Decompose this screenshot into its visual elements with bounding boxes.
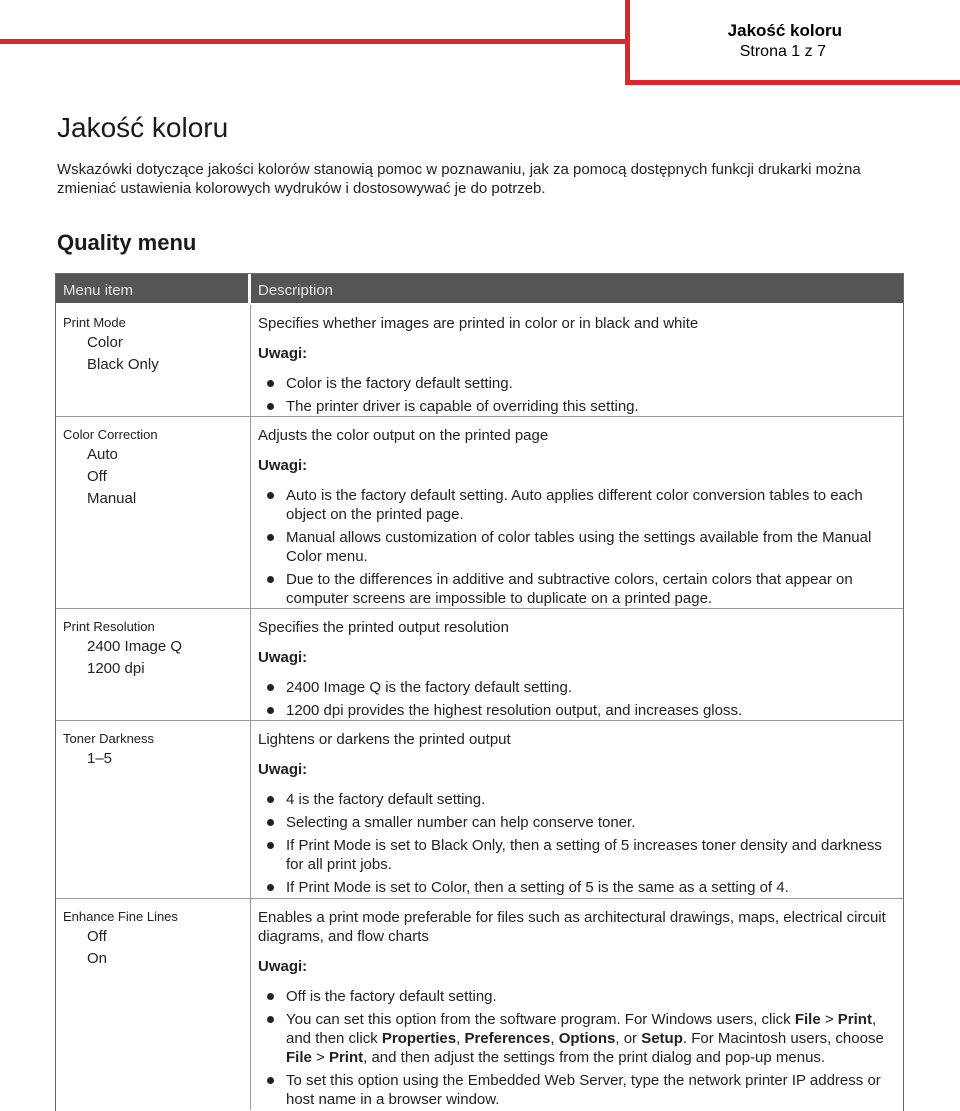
list-item: [258, 701, 895, 720]
notes-list: [258, 790, 895, 897]
menu-item-cell: [56, 417, 251, 608]
description-text: Adjusts the color output on the printed page: [258, 427, 549, 444]
menu-item-cell: [56, 305, 251, 416]
menu-option: Auto: [87, 446, 118, 463]
bullet-icon: [267, 819, 274, 826]
section-title: Quality menu: [57, 230, 197, 255]
notes-label: Uwagi:: [258, 457, 308, 474]
bullet-icon: [267, 403, 274, 410]
bullet-icon: [267, 796, 274, 803]
header-menu-item: Menu item: [56, 274, 251, 303]
description-text: Enables a print mode preferable for files such as architectural drawings, maps, electrical circuit diagrams, and flow charts: [258, 909, 886, 945]
list-item: [258, 813, 895, 832]
table-row: [56, 899, 903, 1110]
list-item: [258, 570, 895, 608]
menu-item-cell: [56, 721, 251, 898]
menu-option: 2400 Image Q: [87, 638, 183, 655]
bullet-icon: [267, 576, 274, 583]
bullet-icon: [267, 534, 274, 541]
list-item: [258, 1010, 895, 1067]
page-number: Strona 1 z 7: [739, 43, 826, 60]
bullet-icon: [267, 1077, 274, 1084]
notes-list: [258, 678, 895, 720]
bullet-icon: [267, 492, 274, 499]
menu-option: 1200 dpi: [87, 660, 145, 677]
menu-option: Manual: [87, 490, 137, 507]
bullet-text: Auto is the factory default setting. Auto applies different color conversion tables to each object on the printed page.: [286, 487, 863, 523]
notes-label: Uwagi:: [258, 345, 308, 362]
bullet-text: 2400 Image Q is the factory default setting.: [286, 679, 572, 696]
list-item: [258, 836, 895, 874]
bullet-icon: [267, 993, 274, 1000]
list-item: [258, 486, 895, 524]
bullet-text: You can set this option from the software program. For Windows users, click File > Print, and then click Properties, Preferences, Options, or Setup. For Macintosh users, choose File > Print, and then adjust the settings from the print dialog and pop-up menus.: [286, 1011, 884, 1066]
description-cell: [251, 899, 903, 1110]
list-item: [258, 678, 895, 697]
bullet-text: Off is the factory default setting.: [286, 988, 497, 1005]
table-row: [56, 721, 903, 899]
bullet-text: Manual allows customization of color tables using the settings available from the Manual Color menu.: [286, 529, 872, 565]
menu-option: Color: [87, 334, 123, 351]
table-row: [56, 305, 903, 417]
header-description: Description: [258, 282, 334, 299]
menu-item-name: Enhance Fine Lines: [63, 909, 178, 924]
menu-item-name: Print Resolution: [63, 619, 155, 634]
document-title: Jakość koloru: [57, 112, 229, 143]
menu-option: Off: [87, 468, 107, 485]
notes-label: Uwagi:: [258, 761, 308, 778]
notes-label: Uwagi:: [258, 958, 308, 975]
list-item: [258, 528, 895, 566]
bullet-text: If Print Mode is set to Black Only, then a setting of 5 increases toner density and darkness for all print jobs.: [286, 837, 882, 873]
list-item: [258, 1071, 895, 1109]
list-item: [258, 397, 895, 416]
menu-option: On: [87, 950, 108, 967]
bullet-icon: [267, 1016, 274, 1023]
bullet-text: If Print Mode is set to Color, then a setting of 5 is the same as a setting of 4.: [286, 879, 789, 896]
list-item: [258, 374, 895, 393]
bullet-text: 4 is the factory default setting.: [286, 791, 486, 808]
bullet-text: Due to the differences in additive and subtractive colors, certain colors that appear on computer screens are impossible to duplicate on a printed page.: [286, 571, 853, 607]
menu-option: 1–5: [87, 750, 113, 767]
menu-option: Off: [87, 928, 107, 945]
notes-label: Uwagi:: [258, 649, 308, 666]
header-title: Jakość koloru: [727, 21, 842, 40]
bullet-icon: [267, 884, 274, 891]
description-text: Specifies the printed output resolution: [258, 619, 509, 636]
header-rule: [0, 39, 625, 44]
list-item: [258, 878, 895, 897]
bullet-text: Selecting a smaller number can help conserve toner.: [286, 814, 636, 831]
description-cell: [251, 721, 903, 898]
description-text: Lightens or darkens the printed output: [258, 731, 511, 748]
table-row: [56, 417, 903, 609]
table-header: [56, 274, 903, 305]
description-cell: [251, 305, 903, 416]
bullet-text: Color is the factory default setting.: [286, 375, 513, 392]
list-item: [258, 790, 895, 809]
notes-list: [258, 374, 895, 416]
menu-item-name: Print Mode: [63, 315, 126, 330]
bullet-text: The printer driver is capable of overriding this setting.: [286, 398, 639, 415]
bullet-icon: [267, 380, 274, 387]
bullet-icon: [267, 684, 274, 691]
bullet-text: 1200 dpi provides the highest resolution output, and increases gloss.: [286, 702, 743, 719]
menu-item-cell: [56, 899, 251, 1110]
menu-option: Black Only: [87, 356, 159, 373]
list-item: [258, 987, 895, 1006]
menu-item-cell: [56, 609, 251, 720]
description-text: Specifies whether images are printed in color or in black and white: [258, 315, 699, 332]
bullet-icon: [267, 707, 274, 714]
table-row: [56, 609, 903, 721]
bullet-text: To set this option using the Embedded Web Server, type the network printer IP address or host name in a browser window.: [286, 1072, 881, 1108]
menu-item-name: Toner Darkness: [63, 731, 155, 746]
intro-paragraph: Wskazówki dotyczące jakości kolorów stanowią pomoc w poznawaniu, jak za pomocą dostępnych funkcji drukarki można zmieniać ustawienia kolorowych wydruków i dostosowywać je do potrzeb.: [57, 161, 861, 197]
notes-list: [258, 987, 895, 1109]
quality-menu-table: [55, 273, 904, 1111]
menu-item-name: Color Correction: [63, 427, 158, 442]
bullet-icon: [267, 842, 274, 849]
description-cell: [251, 609, 903, 720]
description-cell: [251, 417, 903, 608]
notes-list: [258, 486, 895, 608]
